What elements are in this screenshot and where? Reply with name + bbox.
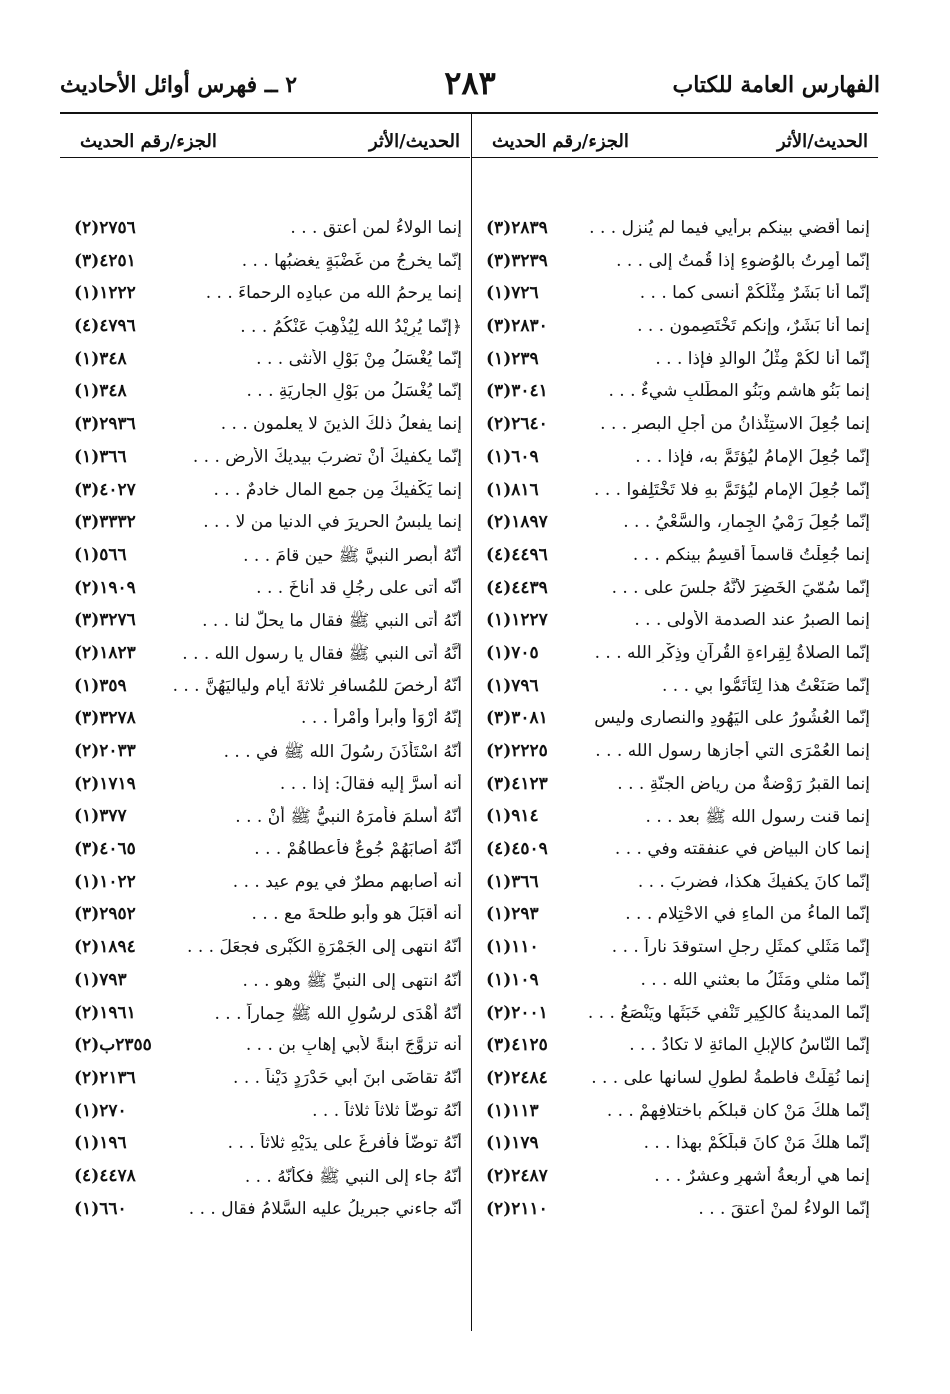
hadith-reference: (٤)٤٧٩٦	[74, 316, 136, 337]
hadith-reference: (١)٧٩٦	[486, 675, 539, 696]
hadith-reference: (٤)٤٤٩٦	[486, 544, 548, 565]
index-entry	[60, 541, 470, 574]
hadith-opening: إنما كان البياض في عنفقته وفي . . .	[614, 839, 870, 860]
hadith-opening: إنما العُمْرَى التي أجازها رسول الله . . .	[595, 741, 870, 761]
hadith-opening: إنّما يخرجُ من غَضْبَةٍ يغضبُها . . .	[241, 250, 462, 271]
index-entry	[60, 802, 470, 835]
index-entry	[60, 999, 470, 1032]
hadith-reference: (٣)٣٢٧٨	[74, 708, 136, 729]
hadith-opening: أنه أَقبَلَ هو وأبو طلحةَ مع . . .	[251, 904, 462, 925]
index-entry	[472, 345, 878, 378]
column-header-reference: الجزء/رقم الحديث	[492, 131, 629, 152]
hadith-opening: أنه تزوَّجَ ابنةً لأبي إهابِ بن . . .	[245, 1035, 462, 1056]
hadith-opening: إنما أَقضي بينكم برأيي فيما لم يُنزل . . .	[589, 218, 870, 238]
page-header	[60, 62, 880, 108]
hadith-reference: (٣)٣٠٨١	[486, 708, 548, 729]
hadith-reference: (٣)٣٠٤١	[486, 381, 548, 402]
index-entry	[472, 476, 878, 509]
index-list-left	[60, 214, 470, 1227]
hadith-reference: (٤)٤٤٣٩	[486, 577, 548, 598]
hadith-opening: أنّهُ أرخصَ للمُسافرِ ثلاثةَ أيامٍ ولياليَهُنَّ . . .	[172, 675, 462, 696]
hadith-reference: (١)١٢٢٢	[74, 283, 136, 304]
column-header-right	[472, 113, 878, 158]
hadith-opening: إنّما أُمِرتُ بالوُضوءِ إذا قُمتُ إلى . . .	[616, 250, 870, 271]
hadith-opening: أنّهُ أتى النبي ﷺ فقال ما يحلُّ لنا . . .	[202, 611, 462, 632]
hadith-reference: (٣)٢٩٥٢	[74, 904, 136, 925]
hadith-reference: (٢)٢٠٣٣	[74, 741, 136, 761]
index-entry	[472, 835, 878, 868]
hadith-opening: إنّما الصلاةُ لِقِراءةِ القُرآنِ وذِكْرِ الله . . .	[594, 642, 870, 663]
hadith-opening: أنّه جاءني جبريلُ عليه السَّلامُ فقال . . .	[188, 1198, 462, 1219]
hadith-reference: (١)٧٩٣	[74, 969, 127, 990]
index-entry	[472, 247, 878, 280]
column-header-hadith: الحديث/الأثر	[776, 131, 868, 152]
hadith-reference: (١)٨١٦	[486, 479, 539, 500]
index-entry	[472, 900, 878, 933]
hadith-reference: (٢)٢٧٥٦	[74, 218, 136, 238]
hadith-reference: (٣)٤٠٦٥	[74, 839, 136, 860]
hadith-opening: أنّهُ أسلمَ فأمرَهُ النبيُّ ﷺ أنْ . . .	[235, 807, 462, 828]
hadith-opening: إنّما يُغْسَلُ من بَوْلِ الجاريَةِ . . .	[246, 381, 462, 402]
hadith-reference: (١)١١٣	[486, 1100, 539, 1121]
index-entry	[60, 1129, 470, 1162]
index-list-right	[472, 214, 878, 1227]
hadith-reference: (٣)٢٨٣٩	[486, 218, 548, 238]
hadith-opening: إنما الصبرُ عند الصدمة الأولى . . .	[634, 610, 870, 631]
hadith-opening: إنما هي أربعةُ أشهرٍ وعشرٌ . . .	[654, 1165, 870, 1186]
hadith-opening: إنّما النّاسُ كالإبلِ المائةِ لا تكادُ . . .	[629, 1035, 870, 1056]
index-entry	[60, 1064, 470, 1097]
index-entry	[472, 1064, 878, 1097]
hadith-opening: إنّما المدينةُ كالكِيرِ تَنْفي خَبَثَها ويَنْصَعُ . . .	[587, 1002, 870, 1023]
hadith-reference: (٢)٢٦٤٠	[486, 414, 548, 435]
index-entry	[60, 476, 470, 509]
index-entry	[60, 737, 470, 770]
index-entry	[60, 345, 470, 378]
hadith-reference: (٢)١٨٢٣	[74, 642, 136, 663]
hadith-opening: إنما نُقِلَتْ فاطمةُ لطولِ لسانها على . . .	[591, 1067, 870, 1088]
index-entry	[472, 574, 878, 607]
hadith-reference: (١)٥٦٦	[74, 544, 127, 565]
hadith-opening: أنّهُ انتهى إلى النبيِّ ﷺ وهو . . .	[242, 970, 462, 991]
hadith-opening: إنّما سُمّيَ الخَضِرَ لأنَّهُ جلسَ على . . .	[611, 577, 870, 598]
hadith-opening: أنّهُ أصابَهُمْ جُوعٌ فأعطاهُمْ . . .	[254, 839, 462, 860]
hadith-opening: إنّما مَثَلي كمثَلِ رجلٍ استوقدَ ناراً . . .	[611, 937, 870, 958]
hadith-reference: (١)٣٧٧	[74, 806, 127, 827]
index-entry	[60, 214, 470, 247]
hadith-opening: إنّما أنا لكُمْ مِثْلُ الوالدِ فإذا . . .	[655, 348, 870, 369]
column-header-hadith: الحديث/الأثر	[368, 131, 460, 152]
index-entry	[472, 933, 878, 966]
hadith-opening: إنما القبرُ رَوْضةٌ من رياضِ الجنّةِ . . .	[617, 773, 870, 794]
index-entry	[60, 279, 470, 312]
index-entry	[472, 279, 878, 312]
index-entry	[60, 900, 470, 933]
hadith-reference: (١)١٠٢٢	[74, 871, 136, 892]
hadith-reference: (٢)١٨٩٤	[74, 937, 136, 958]
hadith-opening: إنّما يُغْسَلُ مِنْ بَوْلِ الأُنثى . . .	[256, 348, 462, 369]
running-title: الفهارس العامة للكتاب	[672, 72, 880, 98]
index-entry	[472, 312, 878, 345]
section-title: ٢ ــ فهرس أوائل الأحاديث	[60, 72, 298, 98]
hadith-opening: إنما أنا بَشَرٌ، وإنكم تَخْتَصِمون . . .	[637, 316, 870, 337]
hadith-opening: أنَّهُ أتى النبي ﷺ فقال يا رسول الله . . .	[182, 643, 462, 664]
hadith-reference: (٢)١٩٦١	[74, 1002, 136, 1023]
hadith-reference: (١)٢٣٩	[486, 348, 539, 369]
page-number: ٢٨٣	[444, 64, 496, 102]
hadith-reference: (٣)٣٢٧٦	[74, 610, 136, 631]
hadith-opening: إنّما هلكَ مَنْ كان قبلكُم باختلافِهِمْ . . .	[606, 1100, 870, 1121]
hadith-opening: أنه أسرَّ إليه فقالَ: إذا . . .	[279, 773, 462, 794]
hadith-reference: (١)٣٦٦	[486, 871, 539, 892]
index-entry	[60, 1162, 470, 1195]
hadith-reference: (١)٩١٤	[486, 806, 539, 827]
index-entry	[472, 443, 878, 476]
hadith-opening: إنّما مثلي ومَثَلُ ما بعثني الله . . .	[640, 969, 870, 990]
hadith-reference: (٢)١٨٩٧	[486, 512, 548, 533]
index-entry	[60, 672, 470, 705]
index-entry	[472, 508, 878, 541]
hadith-reference: (٢)١٩٠٩	[74, 577, 136, 598]
index-column-right	[472, 113, 878, 1227]
hadith-opening: إنّما هلكَ مَنْ كانَ قبلَكُمْ بهذا . . .	[643, 1133, 870, 1154]
hadith-opening: أنّهُ أهْدَى لرسُولِ الله ﷺ حِماراً . . .	[214, 1003, 462, 1024]
index-entry	[472, 606, 878, 639]
hadith-reference: (٢)٢٢٢٥	[486, 741, 548, 761]
index-entry	[60, 1195, 470, 1228]
hadith-reference: (١)٣٥٩	[74, 675, 127, 696]
hadith-reference: (٢)٢٠٠١	[486, 1002, 548, 1023]
hadith-reference: (٣)٣٣٣٢	[74, 512, 136, 533]
index-entry	[60, 443, 470, 476]
hadith-opening: إنّما كانَ يكفيكَ هكذا، فضربَ . . .	[637, 871, 870, 892]
hadith-opening: أنّهُ توضّأ ثلاثاً ثلاثاً . . .	[312, 1100, 462, 1121]
hadith-opening: إنما بَنُو هاشم وبَنُو المطَّلبِ شيءٌ . . .	[608, 381, 870, 402]
index-entry	[472, 999, 878, 1032]
hadith-reference: (٣)٢٩٣٦	[74, 414, 136, 435]
index-entry	[472, 672, 878, 705]
hadith-reference: (٣)٤٠٢٧	[74, 479, 136, 500]
hadith-reference: (١)١١٠	[486, 937, 539, 958]
index-entry	[472, 1129, 878, 1162]
index-entry	[472, 802, 878, 835]
index-entry	[60, 966, 470, 999]
index-entry	[60, 868, 470, 901]
hadith-reference: (٤)٤٤٧٨	[74, 1165, 136, 1186]
hadith-opening: إنّما أنا بَشَرٌ مِثْلُكُمْ أنسى كما . . .	[639, 283, 870, 304]
index-entry	[60, 574, 470, 607]
hadith-opening: إنّما الماءُ من الماءِ في الاحْتِلامِ . . .	[625, 904, 870, 925]
index-entry	[60, 410, 470, 443]
index-entry	[472, 1031, 878, 1064]
hadith-reference: (٢)٢٤٨٧	[486, 1165, 548, 1186]
index-entry	[472, 966, 878, 999]
hadith-reference: (١)١٠٩	[486, 969, 539, 990]
index-entry	[60, 835, 470, 868]
index-entry	[60, 1097, 470, 1130]
hadith-opening: إنما يفعلُ ذلكَ الذينَ لا يعلمون . . .	[220, 414, 462, 435]
hadith-opening: إنما يَكْفيكَ مِن جمعِ المال خادمٌ . . .	[213, 479, 462, 500]
index-entry	[472, 1195, 878, 1228]
hadith-reference: (١)٣٤٨	[74, 348, 127, 369]
hadith-opening: أنّهُ انتهى إلى الجَمْرَةِ الكُبْرى فجعَلَ . . .	[187, 937, 462, 958]
index-entry	[60, 508, 470, 541]
hadith-opening: إنما قنت رسول الله ﷺ بعد . . .	[645, 807, 870, 828]
hadith-reference: (٣)٤٢٥١	[74, 250, 136, 271]
index-entry	[472, 639, 878, 672]
index-entry	[472, 704, 878, 737]
hadith-reference: (٣)٣٢٣٩	[486, 250, 548, 271]
index-entry	[60, 933, 470, 966]
index-entry	[472, 410, 878, 443]
hadith-opening: أنّهُ تقاضَى ابنَ أبي حَدْرَدٍ دَيْناً . . .	[233, 1067, 462, 1088]
index-entry	[472, 737, 878, 770]
hadith-opening: أنه أصابهم مطرٌ في يوم عيد . . .	[232, 871, 462, 892]
hadith-opening: إنّما يكفيكَ أنْ تضربَ بيديكَ الأرضِ . . .	[192, 446, 462, 467]
column-header-reference: الجزء/رقم الحديث	[80, 131, 217, 152]
hadith-reference: (٣)٢٨٣٠	[486, 316, 548, 337]
index-entry	[472, 214, 878, 247]
index-entry	[472, 1162, 878, 1195]
hadith-opening: ﴿إنّما يُرِيْدُ الله لِيُذْهِبَ عَنْكُمُ . . .	[240, 317, 462, 338]
hadith-reference: (١)٧٢٦	[486, 283, 539, 304]
hadith-reference: (٣)٤١٢٥	[486, 1035, 548, 1056]
index-entry	[472, 868, 878, 901]
index-entry	[60, 639, 470, 672]
hadith-opening: أنّه أتى على رجُلٍ قد أناخَ . . .	[256, 577, 462, 598]
index-entry	[60, 704, 470, 737]
hadith-opening: إنّما العُشُورُ على اليَهُودِ والنصارى وليس	[594, 708, 870, 729]
hadith-opening: إنّما صَنَعْتُ هذا لِتَأْتَمُّوا بي . . .	[661, 675, 870, 696]
index-entry	[472, 1097, 878, 1130]
hadith-reference: (١)٦٦٠	[74, 1198, 127, 1219]
index-entry	[60, 312, 470, 345]
hadith-opening: أنّهُ اسْتَأْذَنَ رسُولَ الله ﷺ في . . .	[223, 742, 462, 762]
hadith-opening: أنّهُ أبصر النبيَّ ﷺ حين قامَ . . .	[243, 545, 462, 566]
hadith-opening: إنما جُعِلْتُ قاسماً أقسِمُ بينكم . . .	[632, 544, 870, 565]
index-entry	[60, 1031, 470, 1064]
index-entry	[472, 770, 878, 803]
index-column-left	[60, 113, 470, 1227]
hadith-reference: (٢)٢٤٨٤	[486, 1067, 548, 1088]
hadith-opening: إنّهُ أَرْوَأُ وأبرأُ وأَمْرأُ . . .	[301, 708, 462, 729]
hadith-reference: (١)١٩٦	[74, 1133, 127, 1154]
hadith-opening: إنما جُعِلَ الاستِئْذانُ من أجلِ البصرِ . . .	[600, 414, 870, 435]
hadith-reference: (١)٢٧٠	[74, 1100, 127, 1121]
index-entry	[60, 606, 470, 639]
hadith-opening: أنّهُ جاء إلى النبي ﷺ فكأنّهُ . . .	[244, 1166, 462, 1187]
hadith-reference: (٤)٤٥٠٩	[486, 839, 548, 860]
hadith-reference: (١)٢٩٣	[486, 904, 539, 925]
hadith-opening: أنّهُ توضّأَ فأفرغَ على يدَيْهِ ثلاثاً . . .	[227, 1133, 462, 1154]
hadith-opening: إنّما الولاءُ لمنْ أعتقَ . . .	[698, 1198, 870, 1219]
hadith-opening: إنّما جُعِلَ الإمامُ ليُؤتَمَّ به، فإذا . . .	[635, 446, 870, 467]
hadith-opening: إنما يرحمُ الله من عبادِه الرحماءَ . . .	[205, 283, 462, 304]
index-entry	[472, 541, 878, 574]
hadith-opening: إنما الولاءُ لمن أعتق . . .	[290, 218, 462, 238]
hadith-reference: (١)١٢٢٧	[486, 610, 548, 631]
column-header-left	[60, 113, 470, 158]
hadith-reference: (٢)٢٣٥٥ب	[74, 1035, 152, 1056]
hadith-opening: إنّما جُعِلَ رَمْيُ الجِمارِ، والسَّعْيُ . . .	[623, 512, 870, 533]
index-entry	[472, 377, 878, 410]
hadith-reference: (٢)٢١١٠	[486, 1198, 548, 1219]
hadith-opening: إنّما جُعِلَ الإمام ليُؤتَمَّ بهِ فلا تَخْتَلِفوا . . .	[594, 479, 870, 500]
index-entry	[60, 247, 470, 280]
hadith-reference: (١)١٧٩	[486, 1133, 539, 1154]
hadith-reference: (٣)٤١٢٣	[486, 773, 548, 794]
index-entry	[60, 377, 470, 410]
index-entry	[60, 770, 470, 803]
hadith-reference: (٢)١٧١٩	[74, 773, 136, 794]
hadith-reference: (١)٣٤٨	[74, 381, 127, 402]
hadith-reference: (١)٣٦٦	[74, 446, 127, 467]
hadith-opening: إنما يلبسُ الحريرَ في الدنيا من لا . . .	[203, 512, 462, 533]
hadith-reference: (٢)٢١٣٦	[74, 1067, 136, 1088]
hadith-reference: (١)٦٠٩	[486, 446, 539, 467]
hadith-reference: (١)٧٠٥	[486, 642, 539, 663]
